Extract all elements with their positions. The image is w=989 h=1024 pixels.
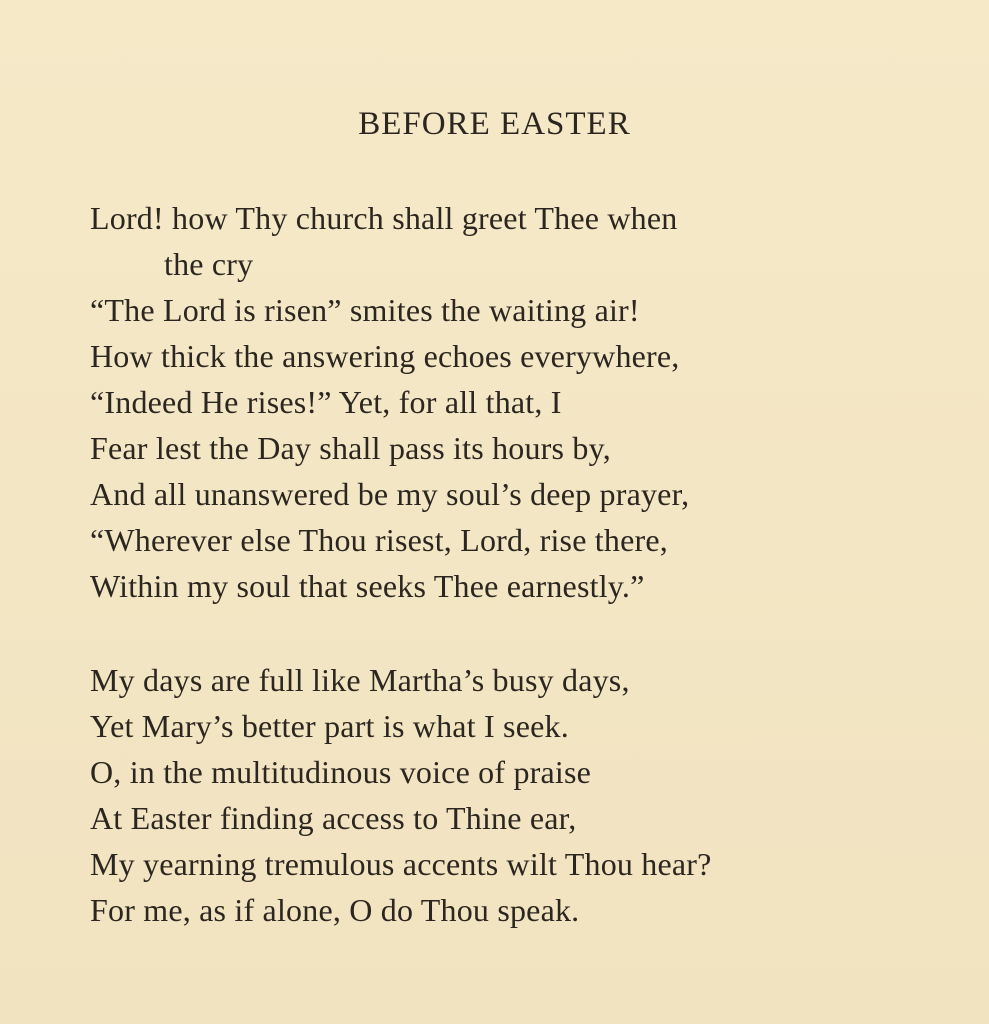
poem-line: How thick the answering echoes everywhere,: [90, 338, 680, 374]
stanza-1: [90, 195, 950, 609]
poem-line: And all unanswered be my soul’s deep prayer,: [90, 476, 690, 512]
poem-line: Within my soul that seeks Thee earnestly.”: [90, 568, 645, 604]
poem-line: “Wherever else Thou risest, Lord, rise there,: [90, 522, 668, 558]
poem-line: My yearning tremulous accents wilt Thou hear?: [90, 846, 712, 882]
stanza-2: [90, 657, 950, 933]
poem-line: Fear lest the Day shall pass its hours by,: [90, 430, 611, 466]
poem-line: “Indeed He rises!” Yet, for all that, I: [90, 384, 562, 420]
poem-line: O, in the multitudinous voice of praise: [90, 754, 592, 790]
poem-line: At Easter finding access to Thine ear,: [90, 800, 577, 836]
poem-title: BEFORE EASTER: [358, 106, 631, 142]
poem-line: Yet Mary’s better part is what I seek.: [90, 708, 569, 744]
poem-line: For me, as if alone, O do Thou speak.: [90, 892, 580, 928]
poem-line: My days are full like Martha’s busy days,: [90, 662, 630, 698]
poem-line: Lord! how Thy church shall greet Thee when: [90, 200, 678, 236]
poem-line: “The Lord is risen” smites the waiting air!: [90, 292, 640, 328]
poem-line-continuation: the cry: [164, 246, 254, 282]
